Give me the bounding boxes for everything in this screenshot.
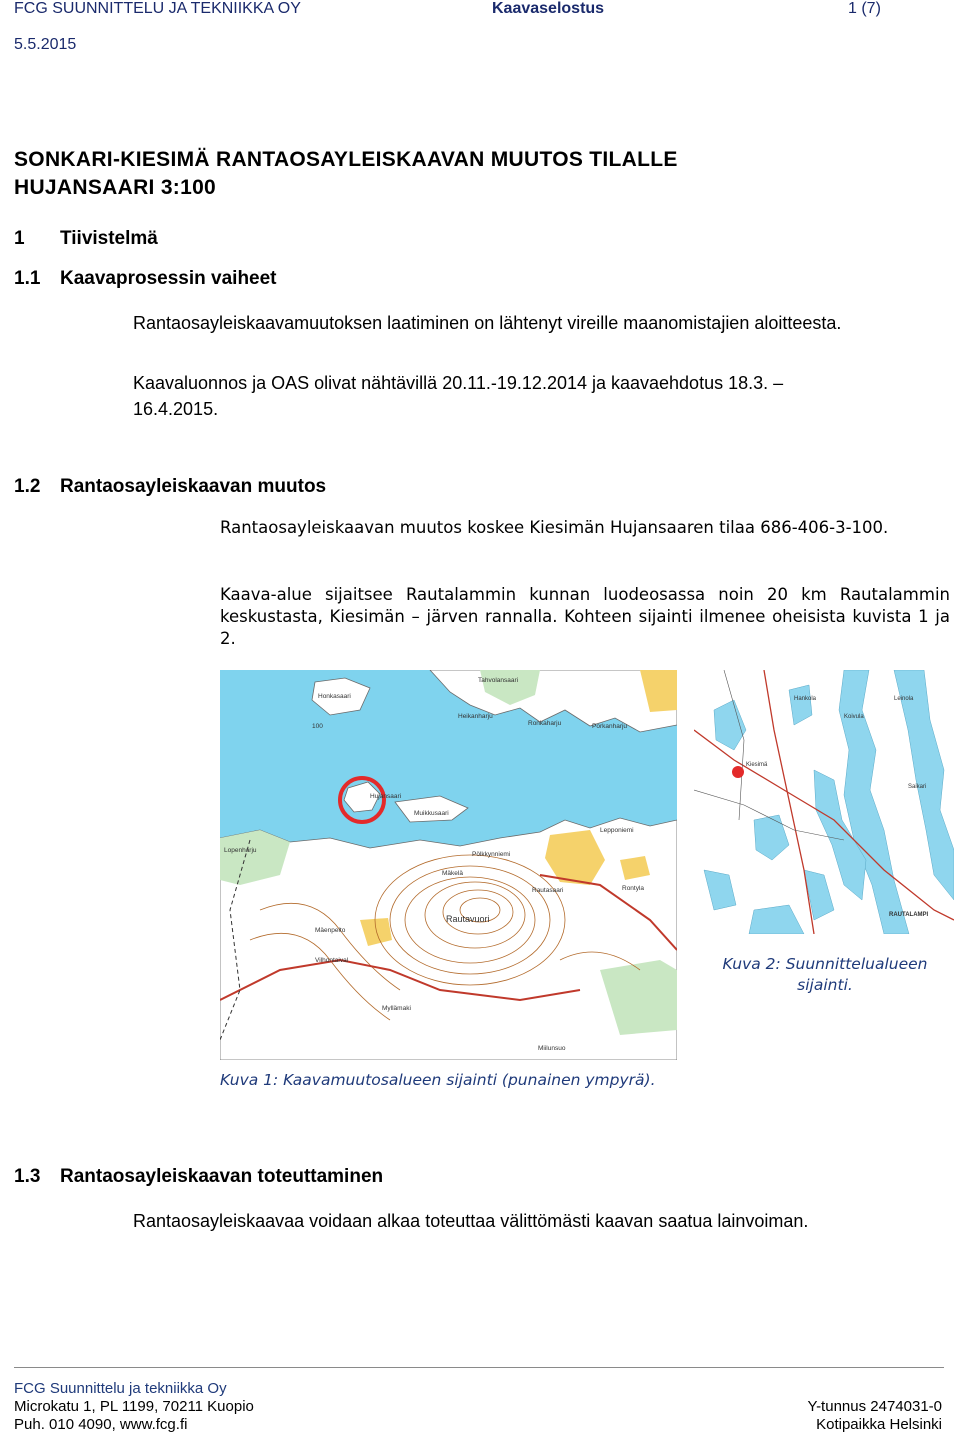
figure-2-caption-line-1: Kuva 2: Suunnittelualueen [722, 955, 928, 973]
map2-label-4: Leinola [894, 696, 914, 702]
header-page-number: 1 (7) [848, 0, 881, 17]
section-1-2-paragraph-2: Kaava-alue sijaitsee Rautalammin kunnan luodeosassa noin 20 km Rautalammin keskustasta, Kiesimän – järven rannalla. Kohteen sijainti ilmenee oheisista kuvista 1 ja 2. [220, 585, 950, 648]
section-1-2-heading [14, 476, 326, 498]
location-map-regional [694, 670, 954, 934]
map2-label-2: Koivula [844, 714, 864, 720]
section-1-3-heading [14, 1166, 383, 1188]
map1-label-8: Lopenharju [224, 847, 257, 854]
map1-label-3: Heikanharju [458, 713, 493, 720]
map1-label-5: Porkanharju [592, 723, 628, 730]
section-1-heading [14, 228, 158, 250]
map1-label-6: Hujansaari [370, 793, 402, 800]
map1-label-1: Honkasaari [318, 693, 351, 700]
header-date: 5.5.2015 [14, 36, 77, 53]
map2-label-1: Kiesimä [746, 762, 768, 768]
footer-company: FCG Suunnittelu ja tekniikka Oy [14, 1380, 227, 1397]
map1-label-14: Rautavuori [446, 914, 490, 924]
map1-label-4: Ronkaharju [528, 720, 562, 727]
section-1-3-paragraph-1: Rantaosayleiskaavaa voidaan alkaa toteuttaa välittömästi kaavan saatua lainvoiman. [133, 1211, 809, 1231]
title-line-2: HUJANSAARI 3:100 [14, 176, 217, 199]
header-doc-type: Kaavaselostus [492, 0, 605, 17]
map1-label-7: Muikkusaari [414, 810, 449, 817]
section-1-2-paragraph-1: Rantaosayleiskaavan muutos koskee Kiesimän Hujansaaren tilaa 686-406-3-100. [220, 518, 889, 537]
location-map-detail-graphic [220, 670, 677, 1060]
document-title [14, 146, 678, 202]
map1-label-13: Rontyla [622, 885, 645, 892]
map1-label-0: Tahvolansaari [478, 677, 519, 684]
map2-label-3: Hankola [794, 696, 817, 702]
section-1-3-number: 1.3 [14, 1166, 41, 1187]
footer-divider [14, 1367, 944, 1368]
figure-2-caption-line-2: sijainti. [797, 976, 853, 994]
map1-label-12: Rautasaari [532, 887, 564, 894]
section-1-1-heading [14, 268, 277, 290]
section-1-3-title: Rantaosayleiskaavan toteuttaminen [60, 1166, 384, 1187]
section-1-1-paragraph-1: Rantaosayleiskaavamuutoksen laatiminen on lähtenyt vireille maanomistajien aloitteesta. [133, 313, 842, 333]
footer-ytunnus: Y-tunnus 2474031-0 [807, 1398, 942, 1415]
map1-label-10: Pölkkynniemi [472, 851, 511, 858]
section-1-title: Tiivistelmä [60, 228, 158, 249]
footer-phone: Puh. 010 4090, www.fcg.fi [14, 1416, 188, 1433]
map2-label-5: Saikari [908, 784, 927, 790]
section-1-1-title: Kaavaprosessin vaiheet [60, 268, 277, 289]
location-marker [732, 766, 744, 778]
footer-kotipaikka: Kotipaikka Helsinki [816, 1416, 942, 1433]
map1-label-9: Lepponiemi [600, 827, 634, 834]
location-map-detail [220, 670, 677, 1060]
section-1-2-title: Rantaosayleiskaavan muutos [60, 476, 327, 497]
footer-address: Microkatu 1, PL 1199, 70211 Kuopio [14, 1398, 254, 1415]
map1-label-16: Vilhontaival [315, 957, 349, 964]
section-1-2-number: 1.2 [14, 476, 41, 497]
map1-label-17: Myllämaki [382, 1005, 411, 1012]
section-1-number: 1 [14, 228, 25, 249]
map1-label-18: Miilunsuo [538, 1045, 566, 1052]
title-line-1: SONKARI-KIESIMÄ RANTAOSAYLEISKAAVAN MUUTOS TILALLE [14, 148, 678, 171]
map1-label-15: Mäenpelto [315, 927, 346, 934]
header-company: FCG SUUNNITTELU JA TEKNIIKKA OY [14, 0, 301, 17]
map1-label-11: Mäkelä [442, 870, 463, 877]
location-map-regional-graphic [694, 670, 954, 934]
figure-2-caption [700, 954, 950, 996]
figure-1-caption: Kuva 1: Kaavamuutosalueen sijainti (punainen ympyrä). [220, 1071, 656, 1089]
section-1-1-number: 1.1 [14, 268, 41, 289]
map1-label-2: 100 [312, 723, 323, 730]
section-1-1-paragraph-2: Kaavaluonnos ja OAS olivat nähtävillä 20.11.-19.12.2014 ja kaavaehdotus 18.3. – 16.4.2015. [133, 373, 784, 419]
map2-label-0: RAUTALAMPI [889, 912, 929, 918]
